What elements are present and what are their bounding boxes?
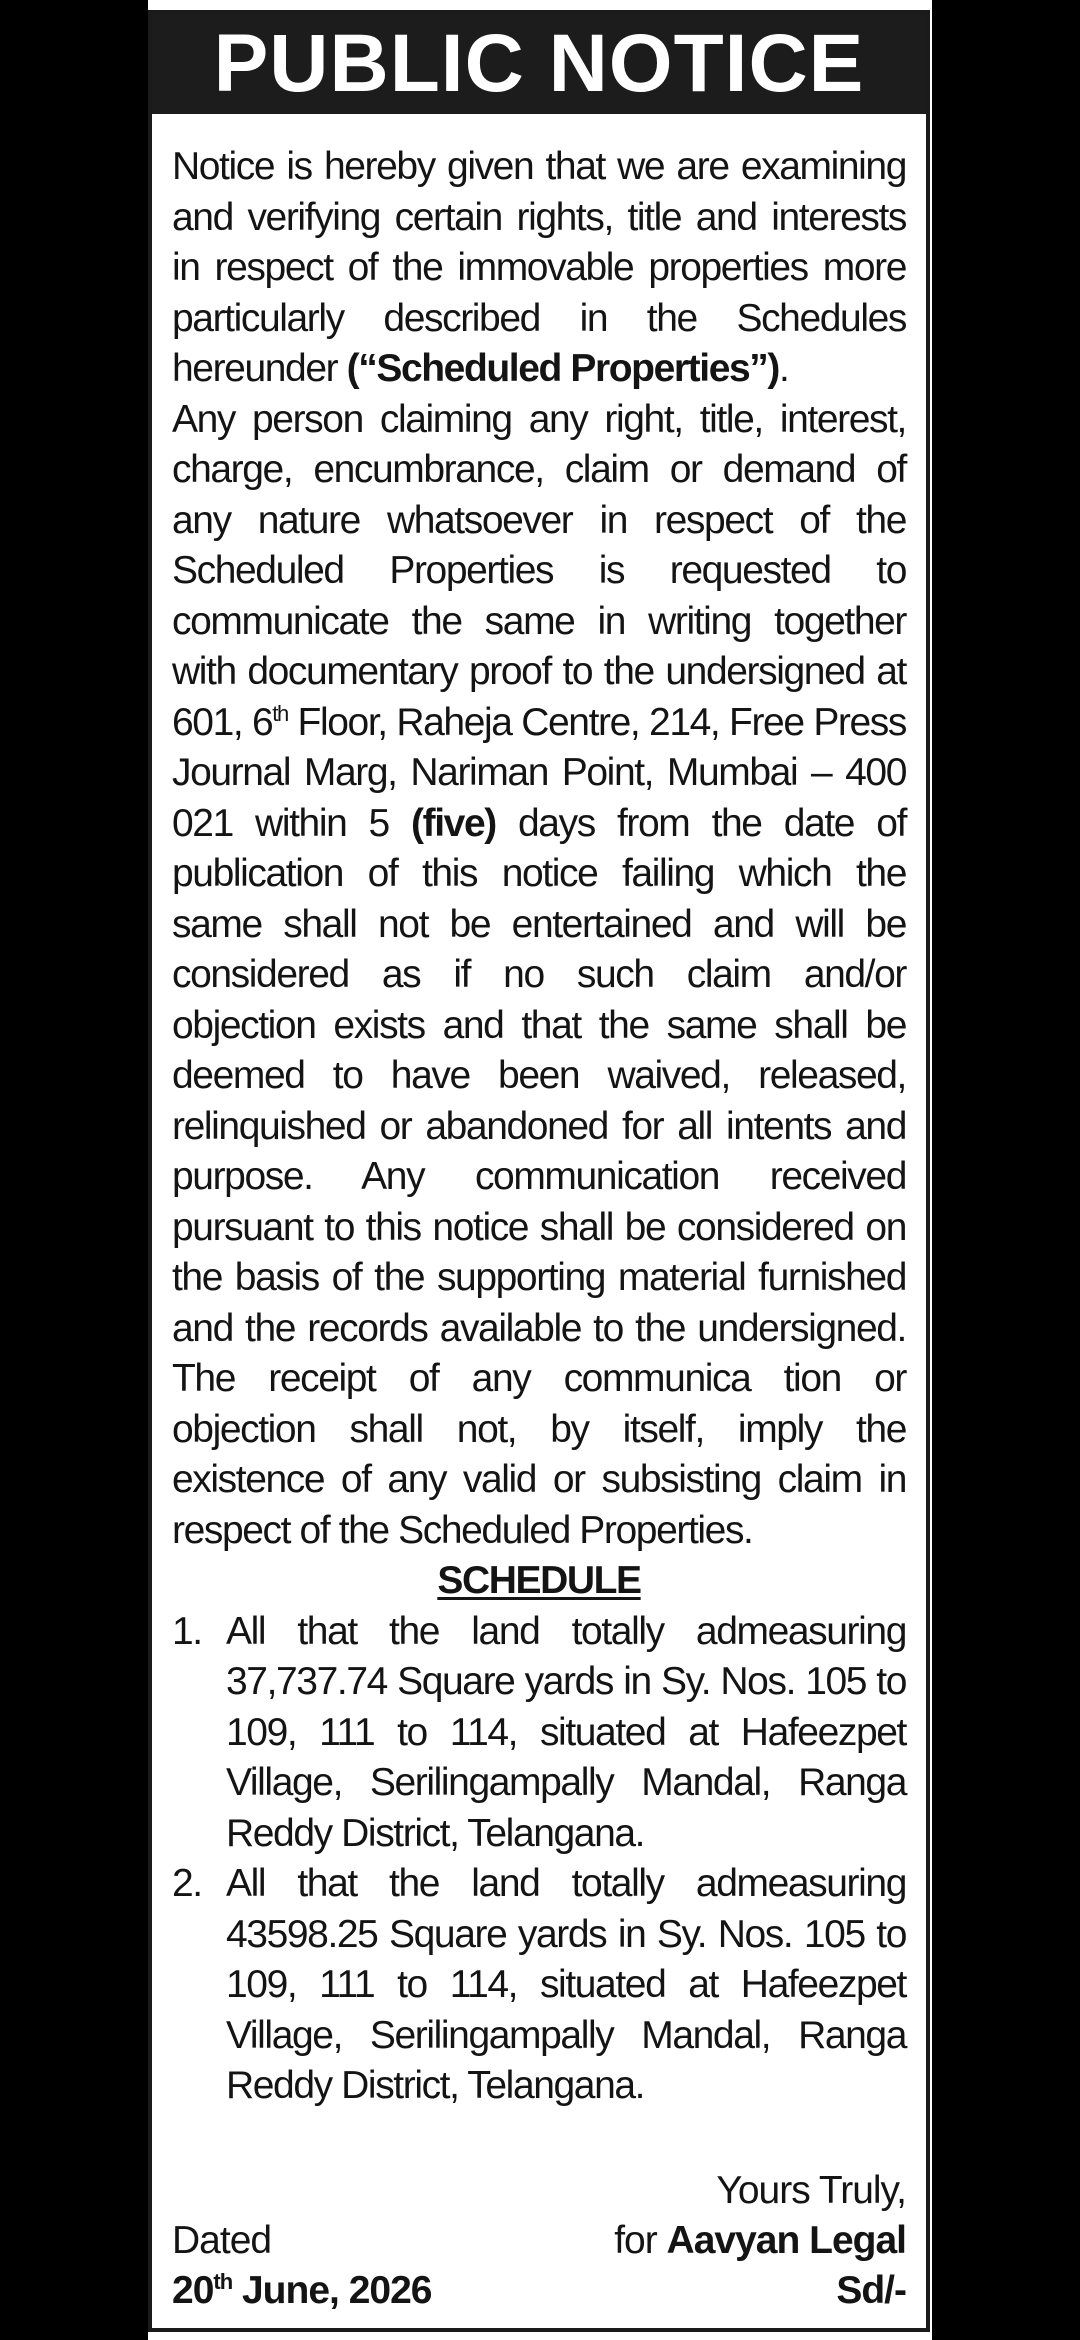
schedule-item-number: 1. bbox=[172, 1609, 202, 1653]
for-prefix: for bbox=[614, 2219, 667, 2262]
signatory-name: Aavyan Legal bbox=[666, 2219, 906, 2262]
notice-title: PUBLIC NOTICE bbox=[213, 18, 865, 109]
days-bold: (five) bbox=[411, 801, 496, 845]
signature-block bbox=[614, 2166, 906, 2316]
schedule-item bbox=[172, 1859, 906, 2112]
date-rest: June, 2026 bbox=[232, 2269, 432, 2312]
date-block bbox=[172, 2216, 431, 2316]
schedule-item-number: 2. bbox=[172, 1862, 202, 1905]
notice-page bbox=[148, 0, 932, 2340]
title-banner bbox=[152, 14, 926, 114]
closing-line: Yours Truly, bbox=[716, 2169, 906, 2212]
intro-paragraph bbox=[172, 142, 906, 395]
notice-footer bbox=[172, 2166, 906, 2336]
floor-ordinal: th bbox=[272, 700, 288, 726]
notice-date bbox=[172, 2266, 431, 2316]
claims-text-c: days from the date of publication of this notice failing which the same shall not be entertained and will be considered as if no such claim and/or objection exists and that the same shall be deemed to have been waived, released, relinquished or abandoned for all intents and purpose. Any communication received pursuant to this notice shall be considered on the basis of the supporting material furnished and the records available to the undersigned. The receipt of any communica tion or objection shall not, by itself, imply the existence of any valid or subsisting claim in respect of the Scheduled Properties. bbox=[172, 801, 907, 1552]
intro-end: . bbox=[778, 347, 789, 390]
dated-label: Dated bbox=[172, 2219, 272, 2262]
schedule-item-text: All that the land totally admeasuring 43598.25 Square yards in Sy. Nos. 105 to 109, 111 to 114, situated at Hafeezpet Village, Serilingampally Mandal, Ranga Reddy District, Telangana. bbox=[226, 1862, 906, 2107]
signatory-line bbox=[614, 2216, 906, 2266]
claims-text-a: Any person claiming any right, title, interest, charge, encumbrance, claim or demand of any nature whatsoever in respect of the Scheduled Properties is requested to communicate the same in writing together with documentary proof to the undersigned at 601, 6 bbox=[172, 397, 906, 744]
claims-text-b: Floor, Raheja Centre, 214, Free Press Journal Marg, Nariman Point, Mumbai – 400 021 within 5 bbox=[172, 700, 907, 845]
notice-body bbox=[172, 142, 906, 2112]
schedule-heading: SCHEDULE bbox=[437, 1559, 641, 1602]
date-day: 20 bbox=[172, 2269, 214, 2312]
intro-text: Notice is hereby given that we are examining and verifying certain rights, title and interests in respect of the immovable properties more particularly described in the Schedules hereunder bbox=[172, 145, 906, 390]
scheduled-properties-term: (“Scheduled Properties”) bbox=[346, 347, 779, 390]
schedule-item-text: All that the land totally admeasuring 37,737.74 Square yards in Sy. Nos. 105 to 109, 111 to 114, situated at Hafeezpet Village, Serilingampally Mandal, Ranga Reddy District, Telangana. bbox=[226, 1609, 906, 1855]
date-ordinal: th bbox=[213, 2269, 233, 2294]
claims-paragraph bbox=[172, 395, 906, 1557]
schedule-item bbox=[172, 1607, 906, 1860]
notice-border bbox=[148, 10, 930, 2332]
signature-mark: Sd/- bbox=[836, 2269, 906, 2312]
